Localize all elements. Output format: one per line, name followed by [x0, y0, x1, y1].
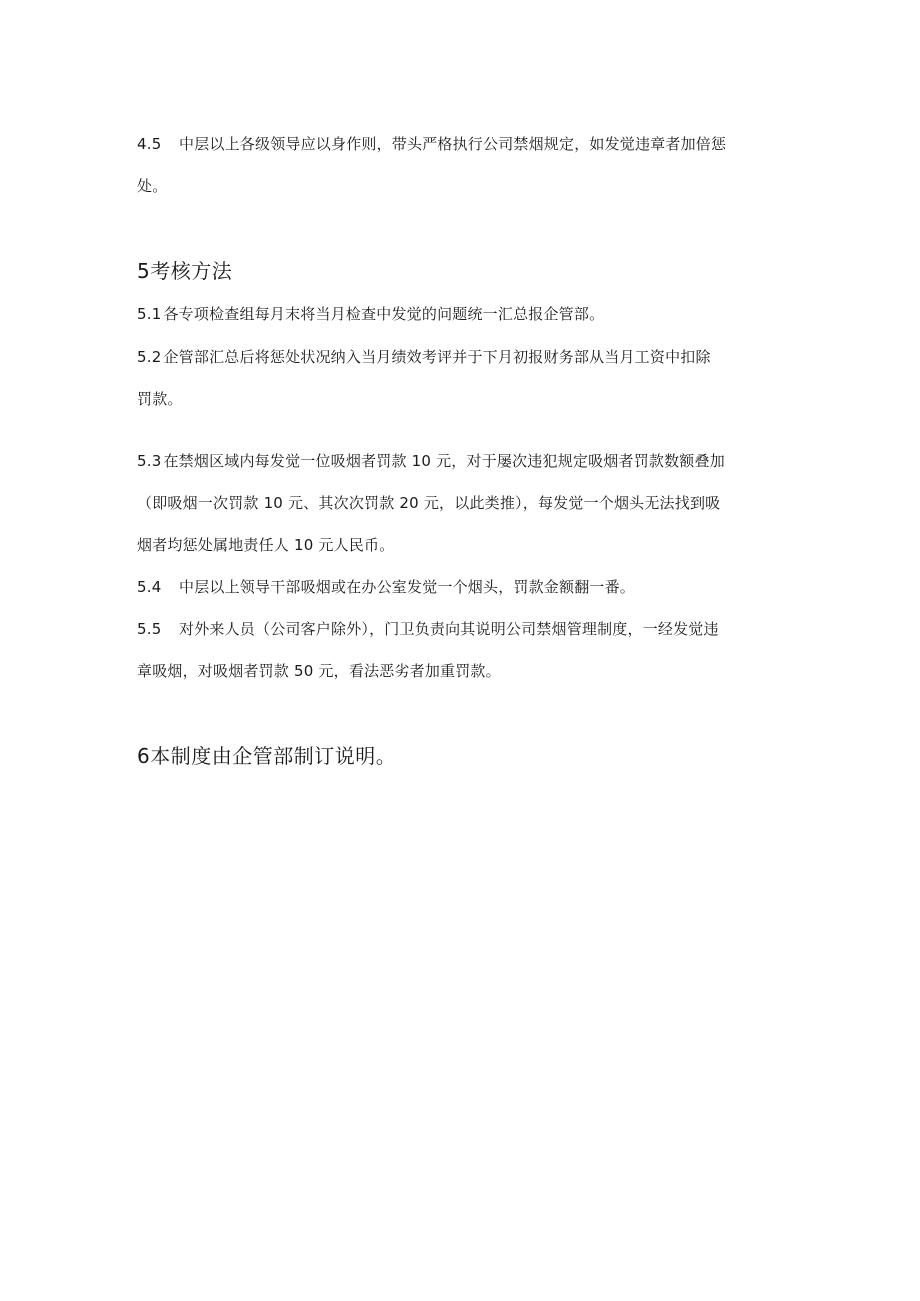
clause-text: 罚款。: [137, 390, 183, 408]
clause-number: 4.5: [137, 135, 162, 153]
clause-number: 5.4: [137, 578, 162, 596]
clause-4-5-line-1: [137, 134, 787, 154]
section-5-heading: 5考核方法: [137, 259, 233, 283]
clause-text: 企管部汇总后将惩处状况纳入当月绩效考评并于下月初报财务部从当月工资中扣除: [163, 348, 711, 366]
clause-5-1-line-1: [137, 304, 787, 324]
clause-4-5-line-2: [137, 176, 787, 196]
clause-5-5-line-1: [137, 619, 787, 639]
clause-text: 对外来人员（公司客户除外），门卫负责向其说明公司禁烟管理制度，一经发觉违: [179, 620, 719, 638]
clause-5-4-line-1: [137, 577, 787, 597]
clause-text: 中层以上各级领导应以身作则，带头严格执行公司禁烟规定，如发觉违章者加倍惩: [179, 135, 727, 153]
clause-number: 5.1: [137, 305, 162, 323]
clause-number: 5.3: [137, 452, 162, 470]
section-6-heading: 6本制度由企管部制订说明。: [137, 744, 397, 768]
clause-text: 处。: [137, 177, 168, 195]
clause-5-3-line-3: [137, 535, 787, 555]
clause-text: 各专项检查组每月末将当月检查中发觉的问题统一汇总报企管部。: [163, 305, 605, 323]
clause-5-3-line-1: [137, 451, 787, 471]
clause-5-2-line-1: [137, 347, 787, 367]
clause-5-2-line-2: [137, 389, 787, 409]
clause-text: 在禁烟区域内每发觉一位吸烟者罚款 10 元，对于屡次违犯规定吸烟者罚款数额叠加: [163, 452, 725, 470]
clause-text: 中层以上领导干部吸烟或在办公室发觉一个烟头，罚款金额翻一番。: [179, 578, 636, 596]
clause-5-3-line-2: [137, 493, 787, 513]
clause-text: （即吸烟一次罚款 10 元、其次次罚款 20 元，以此类推），每发觉一个烟头无法找到吸: [137, 494, 721, 512]
clause-number: 5.2: [137, 348, 162, 366]
clause-number: 5.5: [137, 620, 162, 638]
clause-5-5-line-2: [137, 661, 787, 681]
clause-text: 章吸烟，对吸烟者罚款 50 元，看法恶劣者加重罚款。: [137, 662, 501, 680]
clause-text: 烟者均惩处属地责任人 10 元人民币。: [137, 536, 395, 554]
